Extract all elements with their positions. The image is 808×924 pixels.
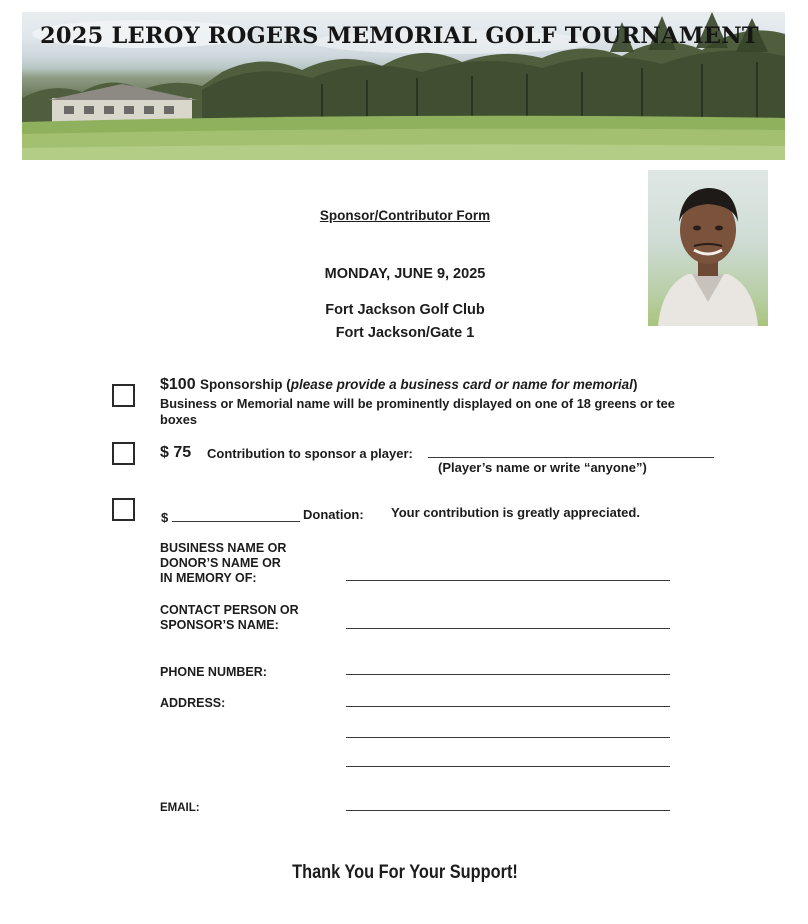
- email-label: EMAIL:: [160, 802, 200, 814]
- donation-checkbox[interactable]: [112, 498, 135, 521]
- venue-gate: Fort Jackson/Gate 1: [335, 325, 475, 341]
- donation-currency: $: [161, 510, 169, 525]
- sponsorship-note-close: ): [632, 377, 638, 392]
- sponsorship-note: please provide a business card or name for memorial: [290, 377, 633, 392]
- email-line[interactable]: [346, 810, 670, 811]
- business-label-line3: IN MEMORY OF:: [160, 571, 257, 585]
- sponsorship-detail: Business or Memorial name will be prominently displayed on one of 18 greens or tee: [160, 396, 675, 411]
- phone-label: PHONE NUMBER:: [160, 665, 267, 679]
- business-label-line2: DONOR’S NAME OR: [160, 556, 281, 570]
- sponsorship-detail-cont: boxes: [160, 412, 197, 427]
- phone-line[interactable]: [346, 674, 670, 675]
- sponsorship-label: Sponsorship (: [200, 377, 291, 392]
- event-date: MONDAY, JUNE 9, 2025: [324, 266, 486, 282]
- player-name-hint: (Player’s name or write “anyone”): [438, 460, 647, 475]
- sponsorship-option: [160, 376, 637, 394]
- business-name-line[interactable]: [346, 580, 670, 581]
- banner-image: [22, 12, 785, 160]
- address-line-1[interactable]: [346, 706, 670, 707]
- sponsorship-amount: $100: [160, 376, 196, 393]
- venue-name: Fort Jackson Golf Club: [325, 302, 485, 318]
- address-line-2[interactable]: [346, 737, 670, 738]
- contact-label-line1: CONTACT PERSON OR: [160, 603, 299, 617]
- sponsorship-checkbox[interactable]: [112, 384, 135, 407]
- portrait-person-icon: [648, 170, 768, 326]
- contribution-checkbox[interactable]: [112, 442, 135, 465]
- form-title: Sponsor/Contributor Form: [319, 208, 491, 223]
- donation-amount-line[interactable]: [172, 521, 300, 522]
- business-name-label: [160, 541, 286, 586]
- tournament-title: 2025 LEROY ROGERS MEMORIAL GOLF TOURNAMENT: [40, 23, 759, 49]
- contribution-label: Contribution to sponsor a player:: [207, 446, 413, 461]
- contribution-amount: $ 75: [160, 444, 192, 461]
- business-label-line1: BUSINESS NAME OR: [160, 541, 287, 555]
- player-name-line[interactable]: [428, 457, 714, 458]
- donation-message: Your contribution is greatly appreciated.: [391, 505, 640, 520]
- contact-person-line[interactable]: [346, 628, 670, 629]
- contact-person-label: [160, 603, 299, 633]
- donation-label: Donation:: [303, 507, 364, 522]
- address-label: ADDRESS:: [160, 696, 226, 710]
- address-line-3[interactable]: [346, 766, 670, 767]
- contact-label-line2: SPONSOR’S NAME:: [160, 618, 279, 632]
- memorial-portrait: [648, 170, 768, 326]
- thank-you-message: Thank You For Your Support!: [292, 862, 518, 883]
